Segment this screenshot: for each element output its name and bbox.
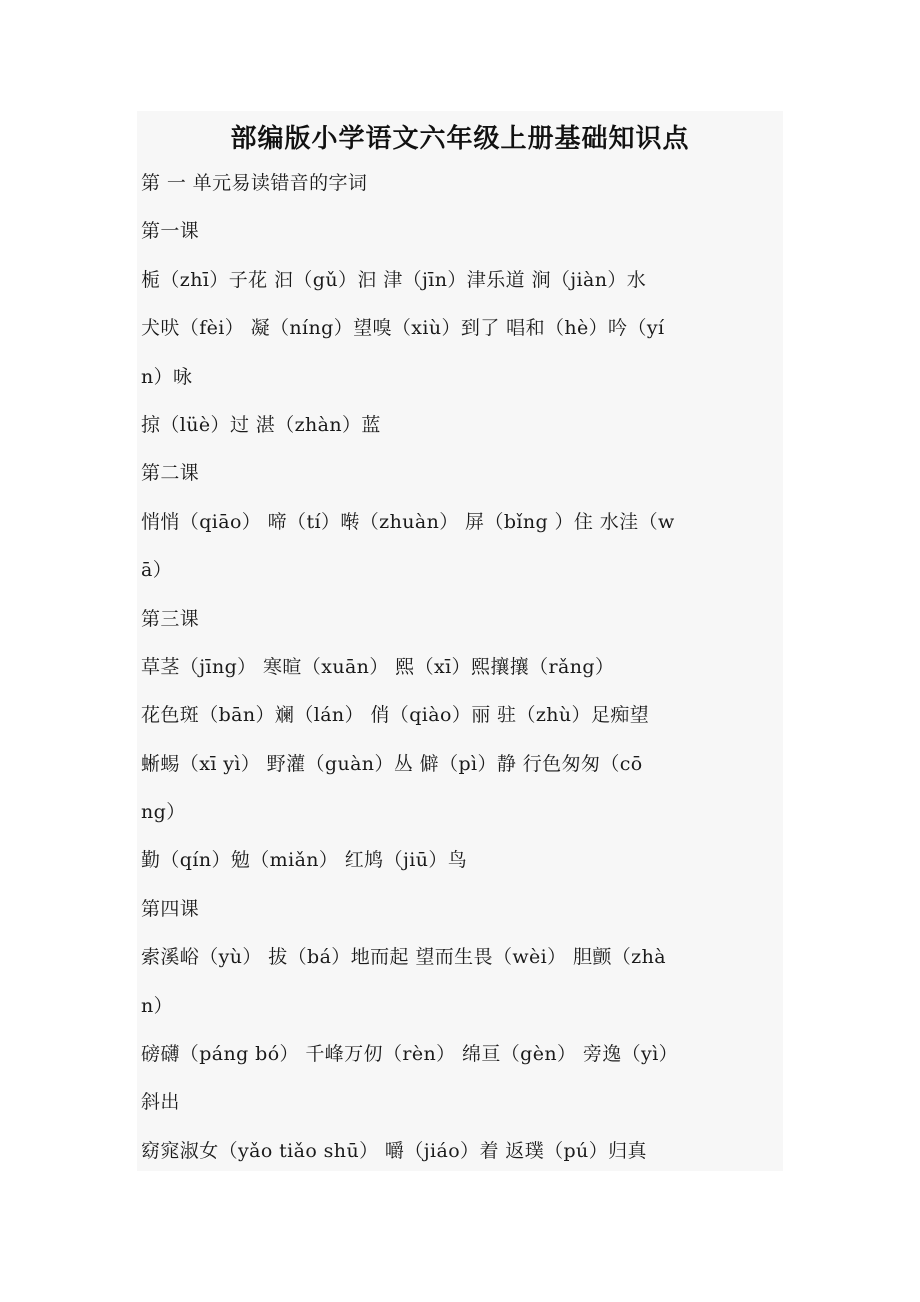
text-line: n） — [141, 994, 174, 1017]
heading-unit-one: 第 一 单元易读错音的字词 — [141, 172, 368, 194]
text-line: 斜出 — [141, 1091, 180, 1114]
text-line: 磅礴（páng bó） 千峰万仞（rèn） 绵亘（gèn） 旁逸（yì） — [141, 1043, 679, 1066]
text-line: ng） — [141, 801, 186, 824]
text-line: 栀（zhī）子花 汩（gǔ）汩 津（jīn）津乐道 涧（jiàn）水 — [141, 268, 647, 291]
heading-lesson-two: 第二课 — [141, 462, 200, 485]
text-line: 窈窕淑女（yǎo tiǎo shū） 嚼（jiáo）着 返璞（pú）归真 — [141, 1139, 647, 1162]
text-line: 草茎（jīng） 寒暄（xuān） 熙（xī）熙攘攘（rǎng） — [141, 655, 615, 678]
text-line: 犬吠（fèi） 凝（níng）望嗅（xiù）到了 唱和（hè）吟（yí — [141, 317, 665, 340]
text-line: 勤（qín）勉（miǎn） 红鸠（jiū）鸟 — [141, 849, 468, 872]
heading-lesson-one: 第一课 — [141, 220, 200, 243]
heading-lesson-four: 第四课 — [141, 897, 200, 920]
text-line: 悄悄（qiāo） 啼（tí）啭（zhuàn） 屏（bǐng ）住 水洼（w — [141, 510, 675, 533]
text-line: 花色斑（bān）斓（lán） 俏（qiào）丽 驻（zhù）足痴望 — [141, 704, 650, 727]
document-page — [137, 111, 783, 1171]
text-line: 掠（lüè）过 湛（zhàn）蓝 — [141, 413, 381, 436]
document-title: 部编版小学语文六年级上册基础知识点 — [230, 124, 690, 154]
text-line: ā） — [141, 559, 173, 582]
text-line: n）咏 — [141, 365, 193, 388]
heading-lesson-three: 第三课 — [141, 607, 200, 630]
text-line: 蜥蜴（xī yì） 野灌（guàn）丛 僻（pì）静 行色匆匆（cō — [141, 752, 643, 775]
document-body — [137, 159, 783, 1171]
text-line: 索溪峪（yù） 拔（bá）地而起 望而生畏（wèi） 胆颤（zhà — [141, 946, 666, 969]
